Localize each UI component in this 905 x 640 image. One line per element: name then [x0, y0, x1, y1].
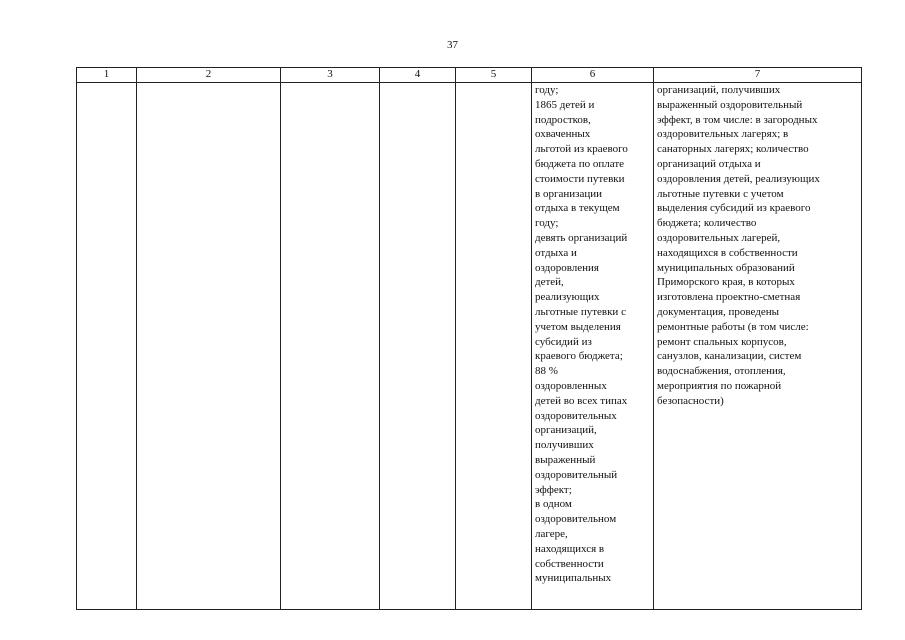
document-table — [76, 67, 862, 610]
column-header-1: 1 — [77, 68, 137, 83]
column-header-4: 4 — [380, 68, 456, 83]
table-cell-col5 — [456, 83, 532, 610]
column-header-6: 6 — [532, 68, 654, 83]
column-header-5: 5 — [456, 68, 532, 83]
page-number: 37 — [447, 39, 458, 51]
column-header-3: 3 — [281, 68, 380, 83]
indicator-description-text: организаций, получивших выраженный оздоровительный эффект, в том числе: в загородных оздоровительных лагерях; в санаторных лагерях; количество организаций отдыха и оздоровления детей, реализующих льготные путевки с учетом выделения субсидий из краевого бюджета; количество оздоровительных лагерей, находящихся в собственности муниципальных образований Приморского края, в которых изготовлена проектно-сметная документация, проведены ремонтные работы (в том числе: ремонт спальных корпусов, санузлов, канализации, систем водоснабжения, отопления, мероприятия по пожарной безопасности) — [657, 84, 820, 407]
column-header-2: 2 — [137, 68, 281, 83]
table-cell-col6 — [532, 83, 654, 610]
table-cell-col7 — [654, 83, 862, 610]
table-cell-col2 — [137, 83, 281, 610]
table-cell-col1 — [77, 83, 137, 610]
table-row — [77, 83, 862, 610]
table-header-row — [77, 68, 862, 83]
indicator-values-text: году; 1865 детей и подростков, охваченных льготой из краевого бюджета по оплате стоимости путевки в организации отдыха в текущем году; девять организаций отдыха и оздоровления детей, реализующих льготные путевки с учетом выделения субсидий из краевого бюджета; 88 % оздоровленных детей во всех типах оздоровительных организаций, получивших выраженный оздоровительный эффект; в одном оздоровительном лагере, находящихся в собственности муниципальных — [535, 84, 628, 585]
table-cell-col3 — [281, 83, 380, 610]
column-header-7: 7 — [654, 68, 862, 83]
table-cell-col4 — [380, 83, 456, 610]
